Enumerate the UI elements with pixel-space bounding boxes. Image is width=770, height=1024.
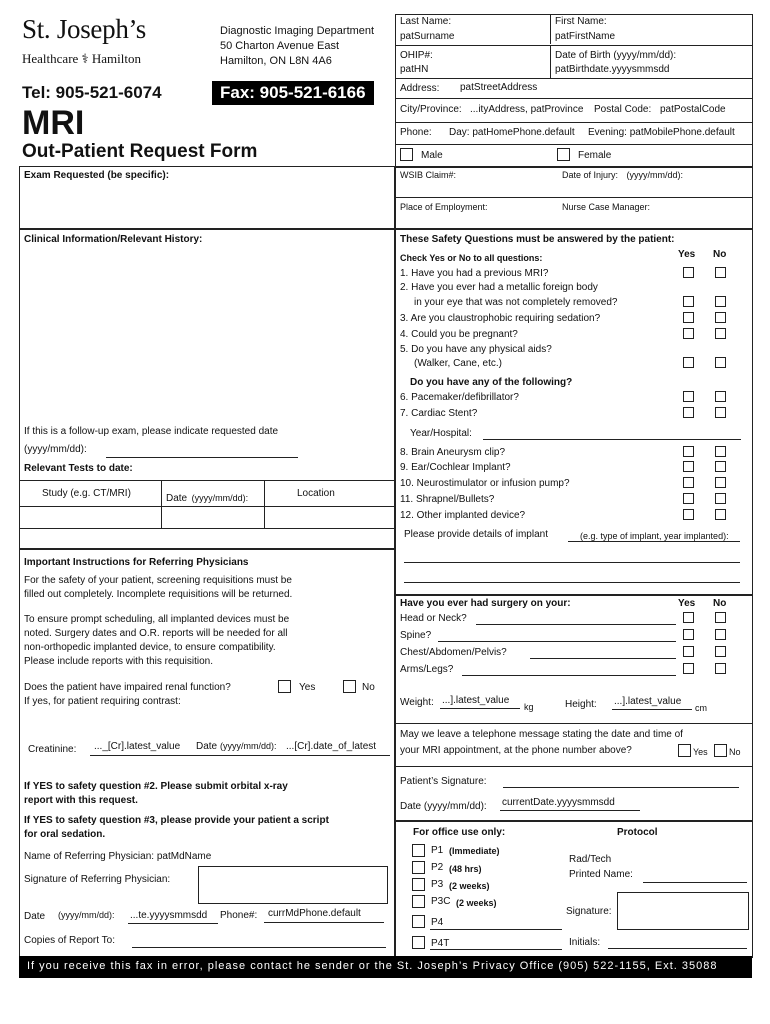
surgery-chest-yes[interactable]: [683, 646, 694, 657]
p4t-label: P4T: [431, 938, 450, 949]
q2b: in your eye that was not completely removed?: [414, 297, 618, 308]
q7-yes[interactable]: [683, 407, 694, 418]
tel-number: Tel: 905-521-6074: [22, 83, 162, 102]
renal-question: Does the patient have impaired renal function?: [24, 682, 231, 693]
printed-name-label: Printed Name:: [569, 869, 633, 880]
dob-label: Date of Birth (yyyy/mm/dd):: [555, 50, 677, 61]
q3-yes[interactable]: [683, 312, 694, 323]
check-label: Check Yes or No to all questions:: [400, 253, 543, 263]
q3: 3. Are you claustrophobic requiring sedation?: [400, 313, 601, 324]
date-value[interactable]: ...te.yyyysmmsdd: [130, 910, 208, 921]
copies-label: Copies of Report To:: [24, 935, 115, 946]
surgery-arms: Arms/Legs?: [400, 664, 454, 675]
dept-address2: Hamilton, ON L8N 4A6: [220, 55, 332, 67]
logo-hamilton: Hamilton: [91, 51, 141, 66]
ref-sig-label: Signature of Referring Physician:: [24, 874, 171, 885]
q9-no[interactable]: [715, 461, 726, 472]
q4-no[interactable]: [715, 328, 726, 339]
initials-label: Initials:: [569, 937, 601, 948]
note-q3-line1: If YES to safety question #3, please provide your patient a script: [24, 815, 329, 826]
patient-date-label: Date (yyyy/mm/dd):: [400, 801, 487, 812]
note-q2-line2: report with this request.: [24, 795, 138, 806]
employment-label: Place of Employment:: [400, 202, 488, 212]
q3-no[interactable]: [715, 312, 726, 323]
p1-checkbox[interactable]: [412, 844, 425, 857]
signature-label: Signature:: [566, 906, 612, 917]
p1-label: P1: [431, 845, 444, 856]
weight-value[interactable]: ...].latest_value: [442, 695, 510, 706]
renal-yes-label: Yes: [299, 682, 316, 693]
phone-label: Phone#:: [220, 910, 258, 921]
office-title: For office use only:: [413, 827, 506, 838]
renal-yes-checkbox[interactable]: [278, 680, 291, 693]
cr-date-value[interactable]: ...[Cr].date_of_latest: [286, 741, 377, 752]
q8-no[interactable]: [715, 446, 726, 457]
q6: 6. Pacemaker/defibrillator?: [400, 392, 519, 403]
ref-name-label: Name of Referring Physician: patMdName: [24, 851, 212, 862]
clinical-label: Clinical Information/Relevant History:: [24, 234, 203, 245]
details-hint: (e.g. type of implant, year implanted):: [580, 531, 729, 541]
q11: 11. Shrapnel/Bullets?: [400, 494, 495, 505]
followup-line1: If this is a follow-up exam, please indicate requested date: [24, 426, 279, 437]
followup-line2: (yyyy/mm/dd):: [24, 444, 87, 455]
note-q3-line2: for oral sedation.: [24, 829, 106, 840]
instr2-line4: Please include reports with this requisition.: [24, 656, 213, 667]
q10: 10. Neurostimulator or infusion pump?: [400, 478, 570, 489]
surgery-spine: Spine?: [400, 630, 432, 641]
q1: 1. Have you had a previous MRI?: [400, 268, 549, 279]
surgery-spine-yes[interactable]: [683, 629, 694, 640]
surgery-chest: Chest/Abdomen/Pelvis?: [400, 647, 507, 658]
p3-note: (2 weeks): [449, 881, 490, 891]
q10-yes[interactable]: [683, 477, 694, 488]
msg-yes-checkbox[interactable]: [678, 744, 691, 757]
postal-label: Postal Code:: [594, 104, 652, 115]
cr-date-label: Date: [196, 741, 218, 752]
protocol-label: Protocol: [617, 827, 658, 838]
fax-number: Fax: 905-521-6166: [212, 81, 374, 105]
q5-no[interactable]: [715, 357, 726, 368]
logo-figure-icon: ⚕: [81, 51, 89, 66]
female-checkbox[interactable]: [557, 148, 570, 161]
form-title: MRI: [22, 104, 85, 142]
ohip-value[interactable]: patHN: [400, 64, 429, 75]
instr2-line2: noted. Surgery dates and O.R. reports will be needed for all: [24, 628, 288, 639]
relevant-tests-label: Relevant Tests to date:: [24, 463, 133, 474]
p3c-note: (2 weeks): [456, 898, 497, 908]
form-subtitle: Out-Patient Request Form: [22, 141, 258, 162]
year-hospital: Year/Hospital:: [410, 428, 472, 439]
dob-value[interactable]: patBirthdate.yyyysmmsdd: [555, 64, 670, 75]
msg-no-checkbox[interactable]: [714, 744, 727, 757]
logo-subtitle: [22, 51, 141, 67]
q6-yes[interactable]: [683, 391, 694, 402]
q9: 9. Ear/Cochlear Implant?: [400, 462, 511, 473]
cr-date-format: (yyyy/mm/dd):: [220, 741, 277, 751]
q4-yes[interactable]: [683, 328, 694, 339]
safety-yes-header: Yes: [678, 249, 696, 260]
contrast-line: If yes, for patient requiring contrast:: [24, 696, 181, 707]
ohip-label: OHIP#:: [400, 50, 433, 61]
renal-no-label: No: [362, 682, 375, 693]
surgery-spine-no[interactable]: [715, 629, 726, 640]
patient-date-value[interactable]: currentDate.yyyysmmsdd: [502, 797, 615, 808]
injury-format: (yyyy/mm/dd):: [626, 170, 684, 180]
q5-yes[interactable]: [683, 357, 694, 368]
col-date-format: (yyyy/mm/dd):: [191, 493, 249, 503]
q7-no[interactable]: [715, 407, 726, 418]
any-following: Do you have any of the following?: [410, 377, 573, 388]
instr1-line2a: filled out completely.: [24, 589, 114, 600]
creatinine-label: Creatinine:: [28, 744, 77, 755]
q4: 4. Could you be pregnant?: [400, 329, 518, 340]
exam-label: Exam Requested (be specific):: [24, 170, 170, 181]
nurse-label: Nurse Case Manager:: [562, 202, 651, 212]
surgery-no-header: No: [713, 598, 727, 609]
dept-address1: 50 Charton Avenue East: [220, 40, 340, 52]
p1-note: (Immediate): [449, 846, 500, 856]
phone-value[interactable]: currMdPhone.default: [268, 908, 361, 919]
creatinine-value[interactable]: ..._[Cr].latest_value: [94, 741, 181, 752]
renal-no-checkbox[interactable]: [343, 680, 356, 693]
postal-value[interactable]: patPostalCode: [660, 104, 726, 115]
date-format: (yyyy/mm/dd):: [58, 910, 115, 920]
height-value[interactable]: ...].latest_value: [614, 696, 682, 707]
col-date-label: Date: [166, 493, 188, 504]
weight-unit: kg: [524, 702, 534, 712]
surgery-head-yes[interactable]: [683, 612, 694, 623]
instr1-line1: For the safety of your patient, screening requisitions must be: [24, 575, 292, 586]
last-name-value[interactable]: patSurname: [400, 31, 455, 42]
height-unit: cm: [695, 703, 707, 713]
msg-line1: May we leave a telephone message stating the date and time of: [400, 729, 683, 740]
phone-evening[interactable]: Evening: patMobilePhone.default: [588, 127, 735, 138]
wsib-label: WSIB Claim#:: [400, 170, 457, 180]
surgery-arms-no[interactable]: [715, 663, 726, 674]
surgery-yes-header: Yes: [678, 598, 696, 609]
p4-label: P4: [431, 917, 444, 928]
q2-no[interactable]: [715, 296, 726, 307]
address-value[interactable]: patStreetAddress: [460, 82, 538, 93]
q8: 8. Brain Aneurysm clip?: [400, 447, 506, 458]
q11-no[interactable]: [715, 493, 726, 504]
patient-sig-label: Patient’s Signature:: [400, 776, 487, 787]
instr1-line2b: Incomplete requisitions will be returned.: [116, 589, 293, 600]
privacy-footer-text: If you receive this fax in error, please contact he sender or the St. Joseph’s Privacy Office (905) 522-1155, Ext. 35088: [27, 960, 718, 972]
city-label: City/Province:: [400, 104, 462, 115]
p2-note: (48 hrs): [449, 864, 482, 874]
logo-title: St. Joseph’s: [22, 14, 146, 44]
q1-no[interactable]: [715, 267, 726, 278]
rad-tech-label: Rad/Tech: [569, 854, 612, 865]
msg-line2: your MRI appointment, at the phone number above?: [400, 745, 632, 756]
injury-label: [562, 170, 683, 180]
surgery-title: Have you ever had surgery on your:: [400, 598, 571, 609]
q9-yes[interactable]: [683, 461, 694, 472]
city-value[interactable]: ...ityAddress, patProvince: [470, 104, 584, 115]
q8-yes[interactable]: [683, 446, 694, 457]
col-location: Location: [297, 488, 335, 499]
instr2-line1: To ensure prompt scheduling, all implanted devices must be: [24, 614, 290, 625]
p4-checkbox[interactable]: [412, 915, 425, 928]
height-label: Height:: [565, 699, 597, 710]
instructions-title: Important Instructions for Referring Physicians: [24, 557, 249, 568]
date-label: Date: [24, 911, 46, 922]
instr2-line3: non-orthopedic implanted device, to ensure compatibility.: [24, 642, 276, 653]
p2-checkbox[interactable]: [412, 861, 425, 874]
col-study: Study (e.g. CT/MRI): [42, 488, 131, 499]
phone-day[interactable]: Day: patHomePhone.default: [449, 127, 575, 138]
q12-no[interactable]: [715, 509, 726, 520]
ref-sig-box[interactable]: [198, 866, 388, 904]
q11-yes[interactable]: [683, 493, 694, 504]
p3-label: P3: [431, 879, 444, 890]
last-name-label: Last Name:: [400, 16, 452, 27]
p4t-checkbox[interactable]: [412, 936, 425, 949]
logo-healthcare: Healthcare: [22, 51, 79, 66]
p3c-checkbox[interactable]: [412, 895, 425, 908]
q2-yes[interactable]: [683, 296, 694, 307]
male-label: Male: [421, 150, 443, 161]
p3-checkbox[interactable]: [412, 878, 425, 891]
office-signature-box[interactable]: [617, 892, 749, 930]
first-name-label: First Name:: [555, 16, 607, 27]
p2-label: P2: [431, 862, 444, 873]
surgery-head: Head or Neck?: [400, 613, 467, 624]
surgery-chest-no[interactable]: [715, 646, 726, 657]
q6-no[interactable]: [715, 391, 726, 402]
phone-label: Phone:: [400, 127, 432, 138]
details-label: Please provide details of implant: [404, 529, 548, 540]
q1-yes[interactable]: [683, 267, 694, 278]
p3c-label: P3C: [431, 896, 451, 907]
first-name-value[interactable]: patFirstName: [555, 31, 616, 42]
safety-no-header: No: [713, 249, 727, 260]
q10-no[interactable]: [715, 477, 726, 488]
msg-no-label: No: [729, 747, 741, 757]
q12: 12. Other implanted device?: [400, 510, 526, 521]
injury-label-text: Date of Injury:: [562, 170, 619, 180]
male-checkbox[interactable]: [400, 148, 413, 161]
female-label: Female: [578, 150, 612, 161]
instr1-line2: [24, 589, 292, 600]
q7: 7. Cardiac Stent?: [400, 408, 478, 419]
dept-name: Diagnostic Imaging Department: [220, 25, 375, 37]
msg-yes-label: Yes: [693, 747, 708, 757]
address-label: Address:: [400, 83, 440, 94]
q12-yes[interactable]: [683, 509, 694, 520]
q2a: 2. Have you ever had a metallic foreign body: [400, 282, 598, 293]
col-date: [166, 488, 248, 506]
safety-title: These Safety Questions must be answered by the patient:: [400, 234, 675, 245]
weight-label: Weight:: [400, 697, 434, 708]
q5b: (Walker, Cane, etc.): [414, 358, 502, 369]
note-q2-line1: If YES to safety question #2. Please submit orbital x-ray: [24, 781, 288, 792]
surgery-head-no[interactable]: [715, 612, 726, 623]
surgery-arms-yes[interactable]: [683, 663, 694, 674]
q5a: 5. Do you have any physical aids?: [400, 344, 552, 355]
